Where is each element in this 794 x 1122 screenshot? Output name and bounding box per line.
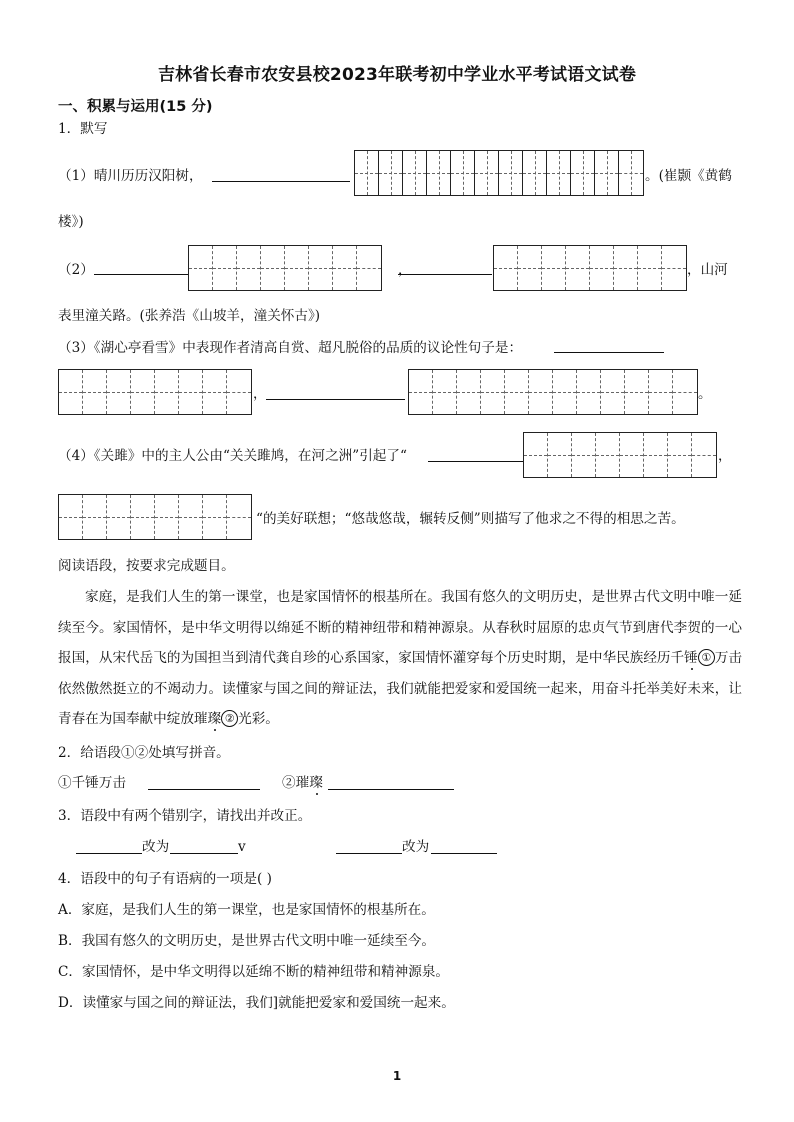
q2-b-blank[interactable]	[328, 789, 454, 790]
q2-label: 2．给语段①②处填写拼音。	[58, 745, 230, 761]
q1-p1-start: （1）晴川历历汉阳树，	[58, 168, 203, 184]
q1-p2-blank-2[interactable]	[398, 274, 492, 275]
q1-p3-grid-2[interactable]	[408, 369, 698, 415]
reading-intro: 阅读语段，按要求完成题目。	[58, 558, 235, 574]
q1-p3-end: 。	[698, 386, 712, 402]
section-heading: 一、积累与运用(15 分)	[58, 99, 213, 115]
q1-p2-end: ，山河	[687, 262, 728, 278]
q1-p2-blank-1[interactable]	[94, 274, 188, 275]
q1-p2-comma: ，	[398, 262, 412, 278]
passage-part-2: 万击依然傲然挺立的不竭动力。读懂家与国之间的辩证法，我们就能把爱家和爱国统一起来，用奋斗托举美好未来，让青春在为国奉献中绽放璀	[58, 650, 743, 728]
q3-change-2: 改为	[402, 839, 430, 855]
q1-p3-blank-1[interactable]	[554, 352, 664, 353]
page-number: 1	[392, 1069, 402, 1083]
q1-p1-end: 。(崔颢《黄鹤	[645, 168, 732, 184]
passage-dotted-char-1: 锤	[684, 650, 698, 667]
q1-p1-blank[interactable]	[212, 181, 350, 182]
q2-a-label: ①千锤万击	[58, 775, 126, 791]
q1-p3-blank-2[interactable]	[266, 399, 405, 400]
q1-p1-grid[interactable]	[354, 150, 644, 196]
q3-label: 3．语段中有两个错别字，请找出并改正。	[58, 808, 312, 824]
q4-label: 4．语段中的句子有语病的一项是( )	[58, 871, 272, 887]
q1-p4-grid-1[interactable]	[523, 432, 717, 478]
q1-p4-start: （4）《关雎》中的主人公由“关关雎鸠，在河之洲”引起了“	[58, 448, 407, 464]
passage-part-3: 光彩。	[238, 711, 279, 728]
q1-p3-comma: ，	[253, 386, 267, 402]
passage-dotted-char-2: 璨	[207, 711, 222, 728]
q4-option-d[interactable]: D．读懂家与国之间的辩证法，我们]就能把爱家和爱国统一起来。	[58, 995, 455, 1011]
q2-b-label: ②璀璨	[282, 775, 323, 791]
blank-marker-1: ①	[698, 649, 715, 666]
q4-option-a[interactable]: A．家庭，是我们人生的第一课堂，也是家国情怀的根基所在。	[58, 902, 435, 918]
q1-p2-grid-2[interactable]	[493, 245, 687, 291]
reading-passage	[58, 582, 742, 735]
q1-p2-cont: 表里潼关路。(张养浩《山坡羊，潼关怀古》)	[58, 308, 321, 324]
q3-wrong-2-blank[interactable]	[336, 853, 402, 854]
q1-p1-cont: 楼》)	[58, 214, 84, 230]
q1-p3-grid-1[interactable]	[58, 369, 252, 415]
q1-p2-grid-1[interactable]	[188, 245, 382, 291]
q1-label: 1．默写	[58, 121, 108, 137]
q1-p4-grid-2[interactable]	[58, 494, 252, 540]
q4-option-c[interactable]: C．家国情怀，是中华文明得以延绵不断的精神纽带和精神源泉。	[58, 964, 450, 980]
q1-p3-start: （3）《湖心亭看雪》中表现作者清高自赏、超凡脱俗的品质的议论性句子是：	[58, 340, 523, 356]
blank-marker-2: ②	[221, 710, 238, 727]
passage-part-1: 家庭，是我们人生的第一课堂，也是家国情怀的根基所在。我国有悠久的文明历史，是世界古代文明中唯一延续至今。家国情怀，是中华文明得以绵延不断的精神纽带和精神源泉。从春秋时屈原的忠贞气节到唐代李贺的一心报国，从宋代岳飞的为国担当到清代龚自珍的心系国家，家国情怀灌穿每个历史时期，是中华民族经历千	[58, 589, 742, 667]
q4-option-b[interactable]: B．我国有悠久的文明历史，是世界古代文明中唯一延续至今。	[58, 933, 436, 949]
q1-p4-blank[interactable]	[428, 461, 523, 462]
q3-correct-1-blank[interactable]	[170, 853, 238, 854]
exam-title: 吉林省长春市农安县校2023年联考初中学业水平考试语文试卷	[157, 65, 637, 85]
q3-change-1: 改为	[142, 839, 170, 855]
q1-p4-end: “的美好联想；“悠哉悠哉，辗转反侧”则描写了他求之不得的相思之苦。	[256, 511, 685, 527]
q3-v-mark: v	[238, 839, 246, 855]
q1-p2-start: （2）	[58, 262, 94, 278]
q1-p4-tail: ，	[718, 448, 732, 464]
q3-correct-2-blank[interactable]	[431, 853, 497, 854]
q3-wrong-1-blank[interactable]	[76, 853, 142, 854]
q2-a-blank[interactable]	[148, 789, 260, 790]
